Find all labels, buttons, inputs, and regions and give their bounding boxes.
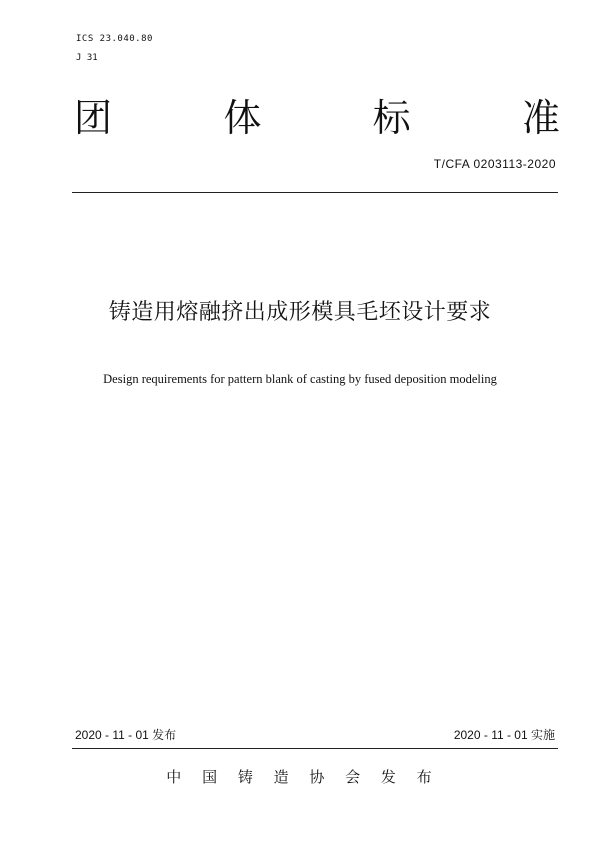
header-divider xyxy=(72,192,558,193)
implementation-date: 2020 - 11 - 01 实施 xyxy=(453,728,555,742)
ics-code: ICS 23.040.80 xyxy=(76,34,153,44)
issue-date: 2020 - 11 - 01 发布 xyxy=(75,728,177,742)
standard-type-char-2: 体 xyxy=(223,96,262,140)
standard-number: T/CFA 0203113-2020 xyxy=(433,157,556,171)
publisher: 中 国 铸 造 协 会 发 布 xyxy=(166,768,434,786)
classification-code: J 31 xyxy=(76,53,98,63)
document-title-chinese: 铸造用熔融挤出成形模具毛坯设计要求 xyxy=(108,300,492,325)
standard-type-char-4: 准 xyxy=(521,96,560,140)
document-title-english: Design requirements for pattern blank of casting by fused deposition modeling xyxy=(103,372,497,386)
standard-type-title xyxy=(74,96,560,140)
footer-divider xyxy=(72,748,558,749)
standard-type-char-3: 标 xyxy=(372,96,411,140)
standard-type-char-1: 团 xyxy=(74,96,113,140)
